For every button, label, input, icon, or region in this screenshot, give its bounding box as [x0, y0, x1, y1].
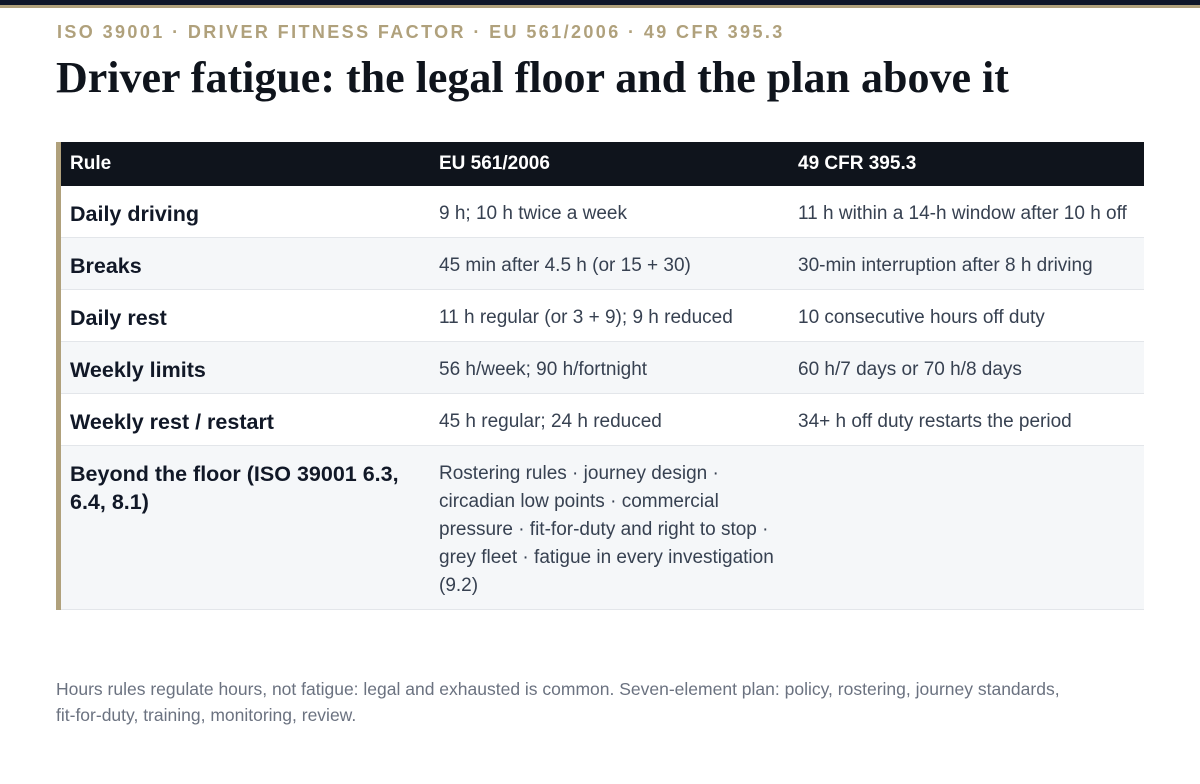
table-row-breaks	[61, 238, 1144, 290]
rule-cell: Weekly rest / restart	[61, 394, 430, 446]
eu-cell: 56 h/week; 90 h/fortnight	[430, 342, 789, 394]
us-cell: 11 h within a 14-h window after 10 h off	[789, 186, 1144, 238]
column-header-us: 49 CFR 395.3	[789, 142, 1144, 186]
table-row-daily-rest	[61, 290, 1144, 342]
eu-cell: 45 h regular; 24 h reduced	[430, 394, 789, 446]
rule-cell: Breaks	[61, 238, 430, 290]
table-row-beyond-the-floor	[61, 446, 1144, 610]
rule-cell: Daily rest	[61, 290, 430, 342]
page-title: Driver fatigue: the legal floor and the plan above it	[56, 53, 1009, 102]
table-row-weekly-limits	[61, 342, 1144, 394]
rule-cell: Beyond the floor (ISO 39001 6.3, 6.4, 8.1)	[61, 446, 430, 610]
eu-cell: 11 h regular (or 3 + 9); 9 h reduced	[430, 290, 789, 342]
us-cell: 34+ h off duty restarts the period	[789, 394, 1144, 446]
comparison-table	[61, 142, 1144, 610]
table-row-daily-driving	[61, 186, 1144, 238]
us-cell	[789, 446, 1144, 610]
rule-cell: Daily driving	[61, 186, 430, 238]
kicker: ISO 39001 · DRIVER FITNESS FACTOR · EU 561/2006 · 49 CFR 395.3	[57, 22, 785, 42]
eu-cell: 9 h; 10 h twice a week	[430, 186, 789, 238]
rule-cell: Weekly limits	[61, 342, 430, 394]
eu-cell: 45 min after 4.5 h (or 15 + 30)	[430, 238, 789, 290]
table-body	[61, 186, 1144, 610]
eu-cell: Rostering rules · journey design · circadian low points · commercial pressure · fit-for-duty and right to stop · grey fleet · fatigue in every investigation (9.2)	[430, 446, 789, 610]
table-row-weekly-rest	[61, 394, 1144, 446]
column-header-eu: EU 561/2006	[430, 142, 789, 186]
us-cell: 10 consecutive hours off duty	[789, 290, 1144, 342]
header-row	[61, 142, 1144, 186]
us-cell: 60 h/7 days or 70 h/8 days	[789, 342, 1144, 394]
table-header	[61, 142, 1144, 186]
footnote: Hours rules regulate hours, not fatigue: legal and exhausted is common. Seven-element plan: policy, rostering, journey standards, fit-for-duty, training, monitoring, review.	[56, 679, 1060, 725]
column-header-rule: Rule	[61, 142, 430, 186]
comparison-table-container	[56, 142, 1144, 610]
us-cell: 30-min interruption after 8 h driving	[789, 238, 1144, 290]
top-rule	[0, 0, 1200, 8]
